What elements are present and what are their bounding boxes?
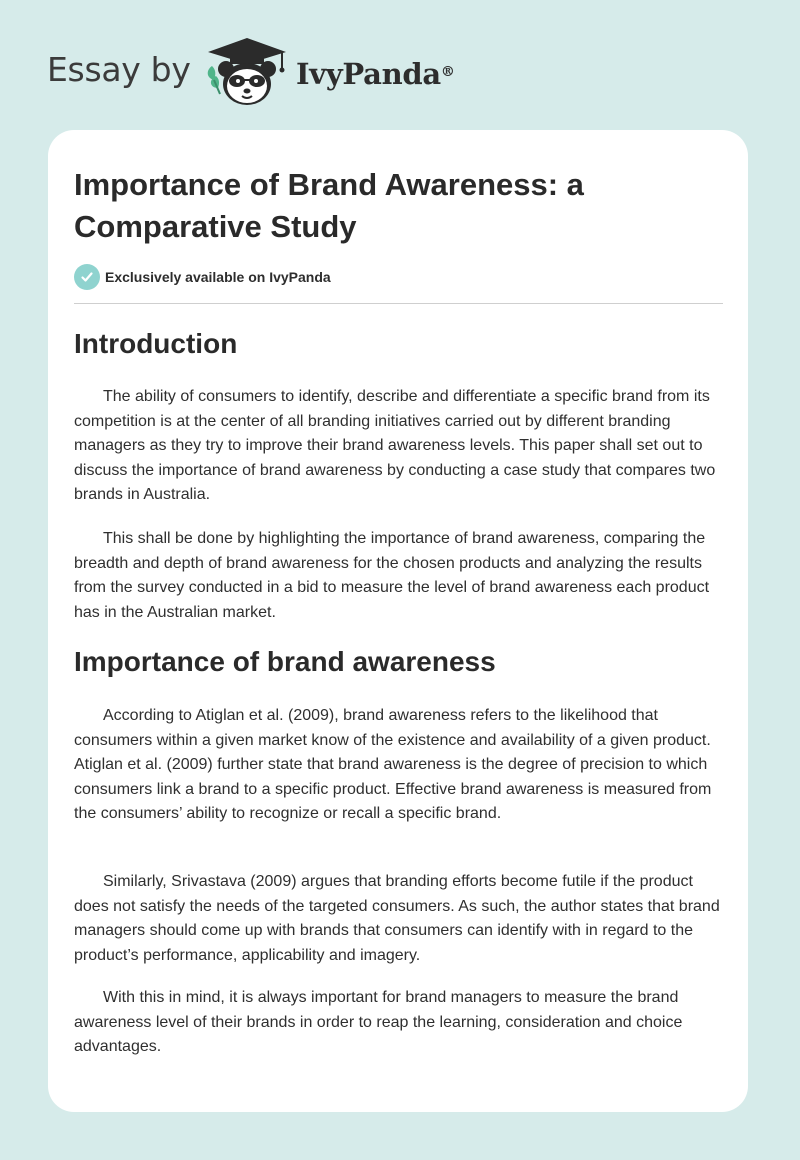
- essay-by-label: Essay by: [47, 50, 191, 89]
- check-circle-icon: [74, 264, 100, 290]
- checkmark-icon: [80, 270, 94, 284]
- brand-name[interactable]: [296, 54, 455, 94]
- site-header: [0, 0, 800, 120]
- section-heading-importance: Importance of brand awareness: [74, 646, 496, 677]
- essay-card: [48, 130, 748, 1112]
- section-heading-introduction: Introduction: [74, 328, 238, 359]
- paragraph: The ability of consumers to identify, describe and differentiate a specific brand from its competition is at the center of all branding initiatives carried out by different branding managers as they try to improve their brand awareness levels. This paper shall set out to discuss the importance of brand awareness by conducting a case study that compares two brands in Australia.: [74, 388, 716, 503]
- registered-mark: ®: [440, 64, 455, 80]
- paragraph: Similarly, Srivastava (2009) argues that branding efforts become futile if the product does not satisfy the needs of the targeted consumers. As such, the author states that brand managers should come up with brands that consumers can identify with in regard to the product’s performance, applicability and imagery.: [74, 873, 720, 964]
- essay-title: Importance of Brand Awareness: a Comparative Study: [74, 167, 584, 244]
- brand-name-text: IvyPanda: [296, 57, 441, 91]
- title-divider: [74, 303, 723, 304]
- paragraph: This shall be done by highlighting the importance of brand awareness, comparing the breadth and depth of brand awareness for the chosen products and analyzing the results from the survey conducted in a bid to measure the level of brand awareness each product has in the Australian market.: [74, 530, 710, 621]
- exclusive-badge: [74, 263, 331, 291]
- panda-graduate-logo-icon[interactable]: [202, 36, 292, 108]
- paragraph: According to Atiglan et al. (2009), brand awareness refers to the likelihood that consumers within a given market know of the existence and availability of a given product. Atiglan et al. (2009) further state that brand awareness is the degree of precision to which consumers link a brand to a specific product. Effective brand awareness is measured from the consumers’ ability to recognize or recall a specific brand.: [74, 707, 712, 822]
- exclusive-text: Exclusively available on IvyPanda: [105, 269, 331, 285]
- paragraph: With this in mind, it is always important for brand managers to measure the brand awareness level of their brands in order to reap the learning, consideration and choice advantages.: [74, 989, 683, 1055]
